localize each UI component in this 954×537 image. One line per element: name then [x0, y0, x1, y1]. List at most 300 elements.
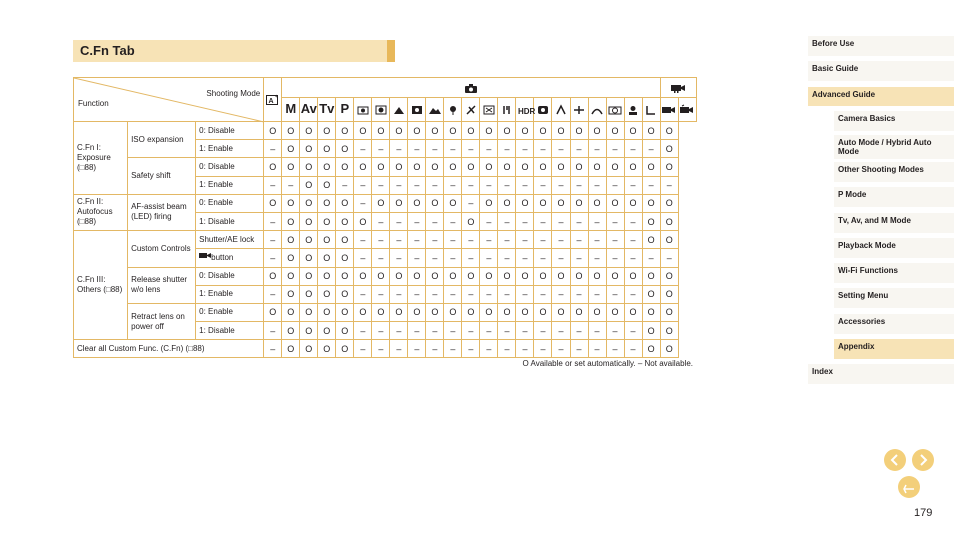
availability-cell: O [606, 303, 624, 321]
availability-cell: – [606, 140, 624, 158]
availability-cell: – [354, 322, 372, 340]
svg-text:+: + [275, 94, 279, 101]
availability-cell: O [354, 158, 372, 176]
nav-item[interactable]: Setting Menu [834, 288, 954, 308]
availability-cell: – [426, 340, 444, 358]
availability-cell: – [390, 176, 408, 194]
availability-cell: O [588, 267, 606, 285]
setting-label: 1: Disable [196, 322, 264, 340]
availability-cell: O [300, 122, 318, 140]
availability-cell: O [444, 122, 462, 140]
availability-cell: O [282, 122, 300, 140]
availability-cell: – [480, 212, 498, 230]
availability-cell: – [336, 176, 354, 194]
availability-cell: O [336, 322, 354, 340]
availability-cell: O [660, 194, 678, 212]
availability-cell: O [408, 303, 426, 321]
availability-cell: O [390, 122, 408, 140]
availability-cell: O [336, 340, 354, 358]
availability-cell: O [282, 140, 300, 158]
availability-cell: – [570, 176, 588, 194]
availability-cell: – [462, 176, 480, 194]
availability-cell: O [570, 267, 588, 285]
availability-cell: – [624, 285, 642, 303]
function-item-label: Retract lens on power off [128, 303, 196, 339]
availability-cell: O [264, 267, 282, 285]
availability-cell: O [642, 122, 660, 140]
availability-cell: O [480, 158, 498, 176]
availability-cell: O [516, 303, 534, 321]
availability-cell: – [534, 249, 552, 267]
availability-cell: O [282, 249, 300, 267]
availability-cell: O [552, 194, 570, 212]
availability-cell: O [408, 122, 426, 140]
availability-cell: O [570, 122, 588, 140]
availability-cell: – [264, 140, 282, 158]
availability-cell: – [426, 322, 444, 340]
nav-item[interactable]: Playback Mode [834, 238, 954, 258]
availability-cell: – [516, 176, 534, 194]
availability-cell: O [426, 122, 444, 140]
availability-cell: O [588, 122, 606, 140]
availability-cell: – [516, 140, 534, 158]
availability-cell: O [336, 285, 354, 303]
scene-icon-7 [462, 98, 480, 122]
scene-icon-4 [408, 98, 426, 122]
availability-cell: – [624, 140, 642, 158]
availability-cell: – [480, 285, 498, 303]
setting-label: 0: Disable [196, 158, 264, 176]
availability-cell: – [624, 340, 642, 358]
availability-cell: O [642, 212, 660, 230]
availability-cell: – [552, 140, 570, 158]
availability-cell: – [552, 322, 570, 340]
table-row [74, 122, 697, 140]
availability-cell: – [390, 212, 408, 230]
page-number: 179 [914, 507, 933, 519]
availability-cell: O [372, 267, 390, 285]
availability-cell: O [498, 267, 516, 285]
availability-cell: O [318, 249, 336, 267]
availability-cell: – [390, 249, 408, 267]
availability-cell: O [318, 231, 336, 249]
availability-cell: – [408, 340, 426, 358]
scene-icon-17 [642, 98, 660, 122]
nav-item[interactable]: Appendix [834, 339, 954, 359]
availability-cell: O [390, 194, 408, 212]
availability-cell: O [282, 194, 300, 212]
setting-label: 1: Enable [196, 140, 264, 158]
shooting-mode-label: Shooting Mode [206, 89, 261, 98]
availability-cell: O [480, 267, 498, 285]
availability-cell: O [264, 303, 282, 321]
function-item-label: ISO expansion [128, 122, 196, 158]
availability-cell: – [408, 231, 426, 249]
availability-cell: O [282, 267, 300, 285]
availability-cell: O [264, 194, 282, 212]
availability-cell: – [426, 231, 444, 249]
availability-cell: O [408, 158, 426, 176]
availability-cell: O [660, 285, 678, 303]
availability-cell: – [408, 140, 426, 158]
availability-cell: O [606, 194, 624, 212]
availability-cell: O [390, 158, 408, 176]
availability-cell: O [300, 340, 318, 358]
setting-label: 0: Disable [196, 267, 264, 285]
availability-cell: O [516, 158, 534, 176]
mode-p-header: P [336, 98, 354, 122]
availability-cell: – [480, 176, 498, 194]
availability-cell: O [534, 267, 552, 285]
availability-cell: – [516, 231, 534, 249]
setting-text: button [211, 253, 234, 263]
availability-cell: O [534, 158, 552, 176]
section-title-bar [73, 40, 395, 62]
availability-cell: – [570, 249, 588, 267]
availability-cell: – [624, 231, 642, 249]
availability-cell: O [570, 158, 588, 176]
availability-cell: – [624, 322, 642, 340]
availability-cell: O [336, 212, 354, 230]
availability-cell: O [372, 194, 390, 212]
availability-cell: – [588, 212, 606, 230]
availability-cell: – [498, 212, 516, 230]
availability-cell: O [624, 303, 642, 321]
availability-cell: O [300, 322, 318, 340]
availability-cell: – [588, 322, 606, 340]
scene-icon-6 [444, 98, 462, 122]
availability-cell: – [354, 140, 372, 158]
availability-cell: O [318, 322, 336, 340]
availability-cell: O [534, 303, 552, 321]
availability-cell: – [372, 340, 390, 358]
availability-cell: – [354, 231, 372, 249]
availability-cell: O [426, 194, 444, 212]
availability-cell: O [390, 267, 408, 285]
arrow-left-icon [884, 449, 906, 471]
availability-cell: O [318, 140, 336, 158]
availability-cell: – [444, 212, 462, 230]
availability-cell: O [660, 340, 678, 358]
availability-cell: – [498, 176, 516, 194]
availability-cell: O [318, 340, 336, 358]
availability-cell: O [336, 122, 354, 140]
availability-cell: O [588, 194, 606, 212]
availability-cell: – [498, 231, 516, 249]
table-body [74, 122, 697, 358]
availability-cell: O [480, 303, 498, 321]
scene-icon-1 [354, 98, 372, 122]
nav-item[interactable]: Index [808, 364, 954, 384]
availability-cell: O [588, 158, 606, 176]
availability-cell: – [516, 249, 534, 267]
availability-cell: – [660, 176, 678, 194]
availability-cell: – [516, 212, 534, 230]
setting-label: 0: Enable [196, 194, 264, 212]
nav-item[interactable]: Accessories [834, 314, 954, 334]
availability-cell: O [606, 122, 624, 140]
availability-cell: – [624, 212, 642, 230]
availability-cell: – [570, 231, 588, 249]
availability-cell: O [642, 231, 660, 249]
availability-cell: O [264, 122, 282, 140]
availability-cell: O [606, 158, 624, 176]
availability-cell: – [444, 176, 462, 194]
availability-cell: O [660, 303, 678, 321]
scene-icon-14 [588, 98, 606, 122]
availability-cell: O [318, 267, 336, 285]
availability-cell: – [372, 249, 390, 267]
table-row [74, 340, 697, 358]
availability-cell: – [480, 249, 498, 267]
availability-cell: – [426, 249, 444, 267]
availability-cell: – [408, 322, 426, 340]
availability-cell: – [372, 176, 390, 194]
availability-cell: O [282, 231, 300, 249]
table-corner-header [74, 78, 264, 122]
availability-cell: O [408, 194, 426, 212]
availability-cell: – [426, 285, 444, 303]
table-row [74, 267, 697, 285]
availability-cell: – [372, 285, 390, 303]
availability-cell: – [354, 285, 372, 303]
availability-cell: – [426, 176, 444, 194]
availability-cell: O [570, 303, 588, 321]
nav-item[interactable]: Camera Basics [834, 111, 954, 131]
availability-cell: – [606, 176, 624, 194]
availability-cell: – [498, 340, 516, 358]
availability-cell: O [462, 267, 480, 285]
availability-cell: O [426, 267, 444, 285]
availability-cell: – [516, 322, 534, 340]
availability-cell: O [372, 158, 390, 176]
availability-cell: O [318, 285, 336, 303]
availability-cell: – [588, 231, 606, 249]
availability-cell: O [642, 158, 660, 176]
availability-cell: O [282, 212, 300, 230]
availability-cell: – [462, 285, 480, 303]
availability-cell: O [426, 303, 444, 321]
availability-cell: O [660, 322, 678, 340]
availability-cell: O [480, 194, 498, 212]
availability-cell: – [606, 249, 624, 267]
availability-cell: O [624, 122, 642, 140]
availability-cell: O [606, 267, 624, 285]
availability-cell: – [264, 340, 282, 358]
availability-cell: O [534, 194, 552, 212]
availability-cell: O [642, 340, 660, 358]
nav-item[interactable]: Before Use [808, 36, 954, 56]
scene-icon-8 [480, 98, 498, 122]
availability-cell: – [444, 140, 462, 158]
function-item-label: AF-assist beam (LED) firing [128, 194, 196, 230]
availability-cell: – [534, 231, 552, 249]
nav-item[interactable]: P Mode [834, 187, 954, 207]
availability-cell: – [516, 340, 534, 358]
availability-cell: O [318, 122, 336, 140]
availability-cell: – [408, 176, 426, 194]
availability-cell: – [534, 340, 552, 358]
availability-cell: – [588, 140, 606, 158]
availability-cell: – [588, 249, 606, 267]
table-row [74, 231, 697, 249]
availability-cell: – [552, 285, 570, 303]
availability-cell: – [606, 340, 624, 358]
nav-item[interactable]: Basic Guide [808, 61, 954, 81]
availability-cell: O [660, 231, 678, 249]
availability-cell: – [282, 176, 300, 194]
availability-cell: – [534, 140, 552, 158]
availability-cell: – [390, 231, 408, 249]
availability-cell: O [552, 267, 570, 285]
availability-cell: – [498, 322, 516, 340]
svg-text:HDR: HDR [517, 106, 536, 116]
scene-icon-10 [516, 98, 534, 122]
setting-label: 1: Disable [196, 212, 264, 230]
setting-label: 1: Enable [196, 285, 264, 303]
nav-item[interactable]: Other Shooting Modes [834, 162, 954, 182]
availability-cell: – [534, 176, 552, 194]
availability-cell: – [354, 249, 372, 267]
section-title: C.Fn Tab [80, 43, 135, 58]
availability-cell: O [462, 303, 480, 321]
availability-cell: – [408, 285, 426, 303]
mode-m-header: M [282, 98, 300, 122]
availability-cell: – [534, 212, 552, 230]
availability-cell: – [444, 249, 462, 267]
availability-cell: O [354, 212, 372, 230]
availability-cell: O [444, 267, 462, 285]
availability-cell: – [264, 249, 282, 267]
mode-av-header: Av [300, 98, 318, 122]
availability-cell: O [336, 267, 354, 285]
availability-cell: – [444, 322, 462, 340]
nav-item[interactable]: Advanced Guide [808, 87, 954, 106]
availability-cell: O [300, 158, 318, 176]
availability-cell: – [354, 340, 372, 358]
availability-cell: O [264, 158, 282, 176]
availability-cell: – [372, 322, 390, 340]
prev-page-button[interactable] [884, 449, 906, 471]
availability-cell: – [480, 140, 498, 158]
availability-cell: O [372, 122, 390, 140]
scene-icon-9 [498, 98, 516, 122]
availability-cell: O [660, 158, 678, 176]
movie-mode-icon-2 [678, 98, 696, 122]
return-button[interactable] [898, 476, 920, 498]
availability-cell: O [462, 212, 480, 230]
availability-cell: – [264, 322, 282, 340]
availability-cell: – [570, 285, 588, 303]
availability-cell: O [444, 158, 462, 176]
availability-cell: – [552, 212, 570, 230]
availability-cell: – [570, 212, 588, 230]
availability-cell: O [336, 140, 354, 158]
availability-cell: – [534, 322, 552, 340]
availability-cell: O [516, 122, 534, 140]
availability-cell: – [624, 176, 642, 194]
availability-cell: – [642, 176, 660, 194]
availability-cell: – [390, 285, 408, 303]
availability-cell: O [534, 122, 552, 140]
availability-cell: O [318, 212, 336, 230]
availability-cell: – [264, 212, 282, 230]
availability-cell: O [498, 158, 516, 176]
availability-cell: – [660, 249, 678, 267]
availability-cell: – [534, 285, 552, 303]
availability-cell: O [516, 194, 534, 212]
availability-cell: O [642, 322, 660, 340]
setting-label: Shutter/AE lock [196, 231, 264, 249]
availability-cell: O [300, 267, 318, 285]
availability-cell: – [588, 285, 606, 303]
availability-cell: – [354, 176, 372, 194]
availability-cell: – [570, 140, 588, 158]
availability-cell: – [606, 285, 624, 303]
nav-item[interactable]: Tv, Av, and M Mode [834, 213, 954, 233]
availability-cell: – [462, 194, 480, 212]
table-legend: O Available or set automatically. – Not available. [522, 359, 693, 368]
nav-item[interactable]: Wi-Fi Functions [834, 263, 954, 283]
function-group-label: C.Fn I: Exposure (□88) [74, 122, 128, 195]
availability-cell: – [606, 212, 624, 230]
availability-cell: O [300, 194, 318, 212]
availability-cell: – [570, 340, 588, 358]
availability-cell: O [660, 212, 678, 230]
availability-cell: O [336, 231, 354, 249]
movie-camera-icon [660, 78, 696, 98]
availability-cell: – [480, 231, 498, 249]
availability-cell: O [300, 212, 318, 230]
availability-cell: O [444, 303, 462, 321]
availability-cell: O [372, 303, 390, 321]
availability-cell: O [390, 303, 408, 321]
availability-cell: – [498, 140, 516, 158]
availability-cell: O [300, 285, 318, 303]
availability-cell: O [462, 122, 480, 140]
custom-function-table [73, 77, 697, 358]
availability-cell: O [624, 158, 642, 176]
availability-cell: – [588, 176, 606, 194]
scene-icon-16 [624, 98, 642, 122]
availability-cell: O [336, 158, 354, 176]
arrow-right-icon [912, 449, 934, 471]
auto-mode-icon [264, 78, 282, 122]
availability-cell: O [282, 158, 300, 176]
availability-cell: – [606, 322, 624, 340]
availability-cell: O [336, 194, 354, 212]
availability-cell: – [462, 140, 480, 158]
availability-cell: – [444, 285, 462, 303]
nav-item[interactable]: Auto Mode / Hybrid Auto Mode [834, 135, 954, 159]
availability-cell: – [462, 340, 480, 358]
still-camera-icon [282, 78, 661, 98]
availability-cell: O [300, 303, 318, 321]
availability-cell: – [408, 249, 426, 267]
availability-cell: – [552, 340, 570, 358]
availability-cell: O [300, 140, 318, 158]
availability-cell: O [624, 194, 642, 212]
availability-cell: O [588, 303, 606, 321]
availability-cell: – [480, 340, 498, 358]
function-group-label: C.Fn II: Autofocus (□88) [74, 194, 128, 230]
next-page-button[interactable] [912, 449, 934, 471]
availability-cell: – [444, 340, 462, 358]
availability-cell: – [390, 340, 408, 358]
availability-cell: O [642, 267, 660, 285]
scene-icon-2 [372, 98, 390, 122]
mode-tv-header: Tv [318, 98, 336, 122]
